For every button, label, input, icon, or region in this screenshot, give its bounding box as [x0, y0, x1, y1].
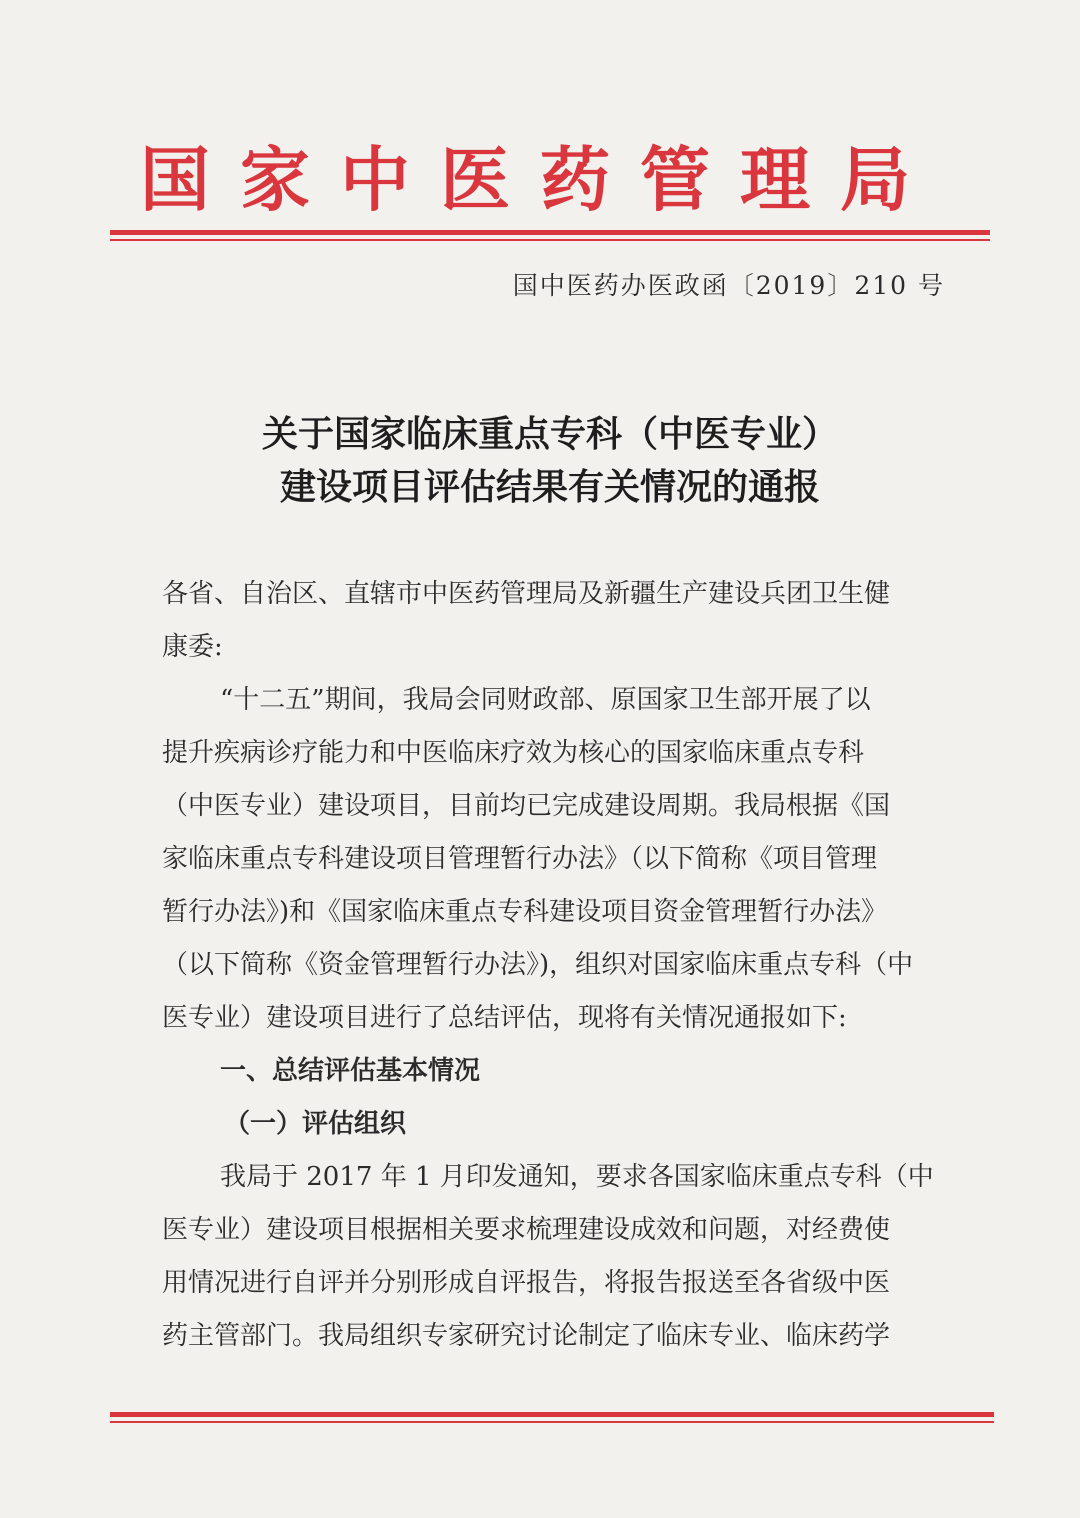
document-number: 国中医药办医政函〔2019〕210 号: [512, 271, 945, 300]
body-line: （以下简称《资金管理暂行办法》)，组织对国家临床重点专科（中: [162, 950, 914, 980]
body-line: 我局于 2017 年 1 月印发通知，要求各国家临床重点专科（中: [220, 1162, 934, 1192]
body-line: （中医专业）建设项目，目前均已完成建设周期。我局根据《国: [162, 791, 891, 821]
header-red-rule-thin: [110, 239, 990, 241]
body-line: “十二五”期间，我局会同财政部、原国家卫生部开展了以: [220, 685, 871, 715]
body-line: 康委:: [162, 632, 223, 662]
body-line: 提升疾病诊疗能力和中医临床疗效为核心的国家临床重点专科: [162, 738, 865, 768]
agency-masthead: 国家中医药管理局: [140, 139, 940, 221]
notice-title-line-2: 建设项目评估结果有关情况的通报: [279, 467, 820, 508]
section-heading: 一、总结评估基本情况: [220, 1056, 481, 1086]
body-line: 药主管部门。我局组织专家研究讨论制定了临床专业、临床药学: [162, 1321, 891, 1351]
notice-body: [162, 568, 962, 1363]
subsection-heading: （一）评估组织: [224, 1109, 407, 1139]
body-line: 各省、自治区、直辖市中医药管理局及新疆生产建设兵团卫生健: [162, 579, 891, 609]
footer-red-rule-thin: [110, 1421, 994, 1423]
body-line: 家临床重点专科建设项目管理暂行办法》（以下简称《项目管理: [162, 844, 878, 874]
body-line: 暂行办法》)和《国家临床重点专科建设项目资金管理暂行办法》: [162, 897, 888, 927]
body-line: 医专业）建设项目进行了总结评估，现将有关情况通报如下:: [162, 1003, 847, 1033]
body-line: 医专业）建设项目根据相关要求梳理建设成效和问题，对经费使: [162, 1215, 891, 1245]
body-line: 用情况进行自评并分别形成自评报告，将报告报送至各省级中医: [162, 1268, 891, 1298]
header-red-rule-thick: [110, 230, 990, 235]
notice-title-line-1: 关于国家临床重点专科（中医专业）: [261, 414, 838, 455]
footer-red-rule-thick: [110, 1412, 994, 1417]
